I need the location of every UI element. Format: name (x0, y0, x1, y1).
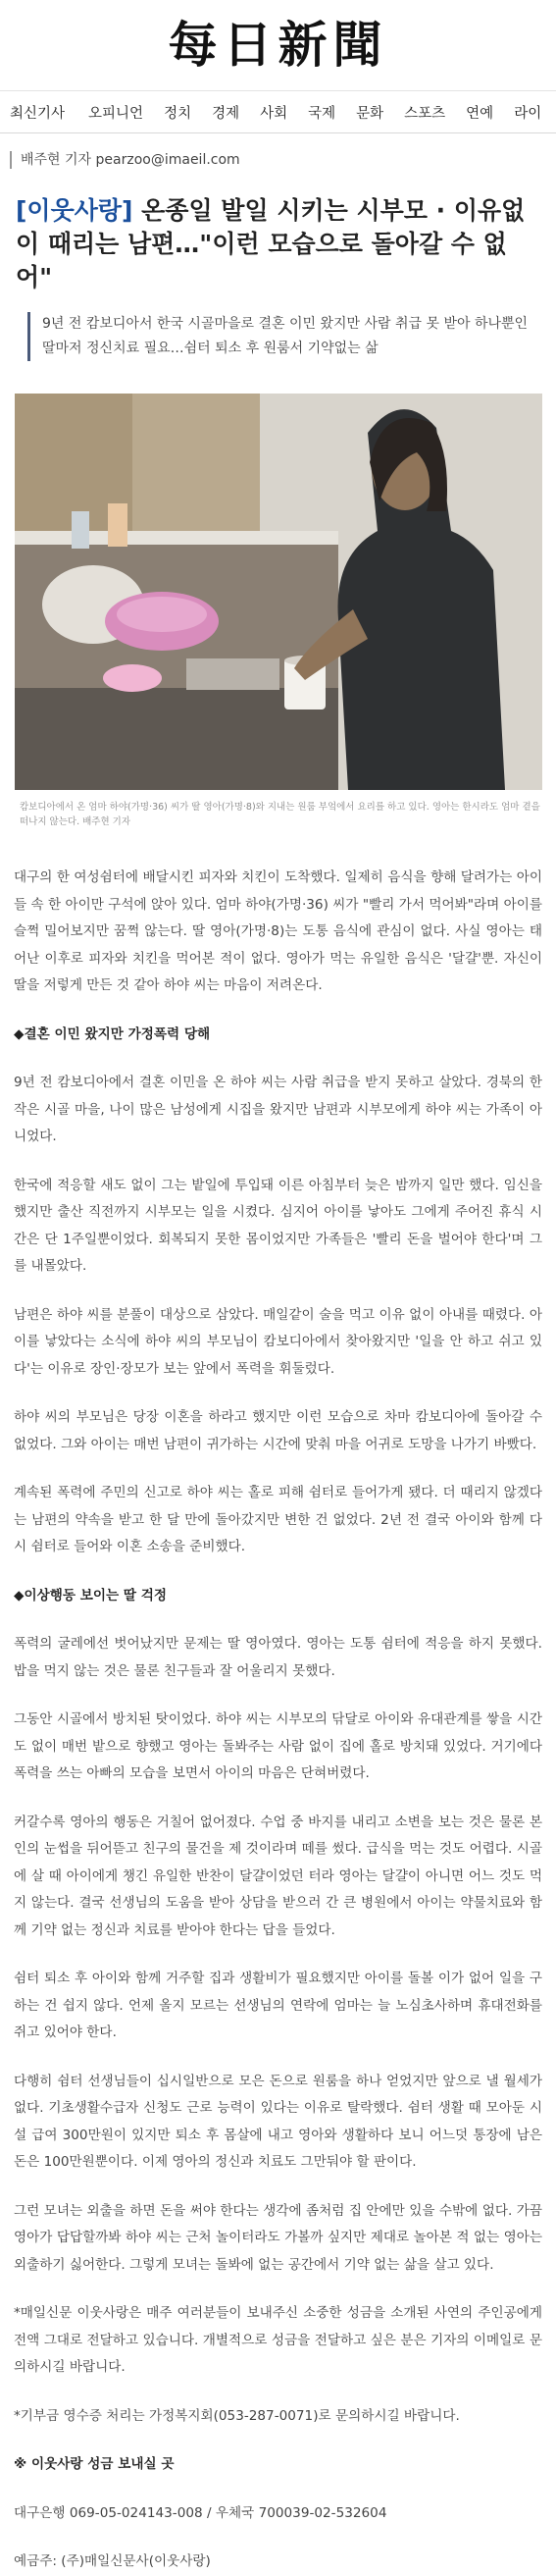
body-paragraph: 하야 씨의 부모님은 당장 이혼을 하라고 했지만 이런 모습으로 차마 캄보디아에 돌아갈 수 없었다. 그와 아이는 매번 남편이 귀가하는 시간에 맞춰 마을 어귀로 도망을 나가기 바빴다. (14, 1409, 542, 1452)
nav-item-latest[interactable]: 최신기사 (10, 105, 66, 122)
article-subhead: 9년 전 캄보디아서 한국 시골마을로 결혼 이민 왔지만 사람 취급 못 받아 하나뿐인 딸마저 정신치료 필요…쉼터 퇴소 후 원룸서 기약없는 삶 (27, 312, 542, 361)
body-paragraph: 대구의 한 여성쉼터에 배달시킨 피자와 치킨이 도착했다. 일제히 음식을 향해 달려가는 아이들 속 한 아이만 구석에 앉아 있다. 엄마 하야(가명·36) 씨가 "빨리 가서 먹어봐"라며 아이를 슬쩍 밀어보지만 꿈쩍 않는다. 딸 영아(가명·8)는 도통 음식에 관심이 없다. 사실 영아는 태어난 이후로 피자와 치킨을 먹어본 적이 없다. 영아가 먹는 유일한 음식은 '달걀'뿐. 자신이 딸을 저렇게 만든 것 같아 하야 씨는 마음이 저려온다. (14, 869, 542, 993)
nav-item-opinion[interactable]: 오피니언 (88, 105, 144, 122)
bank-accounts: 대구은행 069-05-024143-008 / 우체국 700039-02-532604 (14, 2504, 387, 2521)
headline-tag: [이웃사랑] (16, 196, 133, 225)
category-nav (0, 90, 556, 133)
nav-item-culture[interactable]: 문화 (356, 105, 384, 122)
body-paragraph: 쉼터 퇴소 후 아이와 함께 거주할 집과 생활비가 필요했지만 아이를 돌볼 이가 없어 일을 구하는 건 쉽지 않다. 언제 올지 모르는 선생님의 연락에 엄마는 늘 노심초사하며 휴대전화를 쥐고 있어야 한다. (14, 1971, 542, 2040)
newspaper-logo[interactable]: 每日新聞 (168, 16, 388, 74)
nav-item-life[interactable]: 라이 (514, 105, 542, 122)
article-body (14, 865, 542, 2576)
body-paragraph: 그동안 시골에서 방치된 탓이었다. 하야 씨는 시부모의 닦달로 아이와 유대관계를 쌓을 시간도 없이 매번 밭으로 향했고 영아는 돌봐주는 사람 없이 집에 홀로 방치돼 있었다. 거기에다 폭력을 쓰는 아빠의 모습을 보면서 아이의 마음은 단혀버렸다. (14, 1711, 542, 1781)
nav-item-politics[interactable]: 정치 (164, 105, 192, 122)
body-paragraph: 한국에 적응할 새도 없이 그는 밭일에 투입돼 이른 아침부터 늦은 밤까지 일만 했다. 임신을 했지만 출산 직전까지 시부모는 일을 시켰다. 심지어 아이를 낳아도 그에게 주어진 휴식 시간은 단 1주일뿐이었다. 회복되지 못한 몸이었지만 가족들은 '빨리 돈을 벌어야 한다'며 그를 내몰았다. (14, 1177, 542, 1274)
kitchen-photo-illustration (15, 394, 542, 790)
body-paragraph: 계속된 폭력에 주민의 신고로 하야 씨는 홀로 피해 쉼터로 들어가게 됐다. 더 때리지 않겠다는 남편의 약속을 받고 한 달 만에 돌아갔지만 변한 건 없었다. 2년 전 결국 아이와 함께 다시 쉼터로 들어와 이혼 소송을 준비했다. (14, 1485, 542, 1554)
body-paragraph: 폭력의 굴레에선 벗어났지만 문제는 딸 영아였다. 영아는 도통 쉼터에 적응을 하지 못했다. 밥을 먹지 않는 것은 물론 친구들과 잘 어울리지 못했다. (14, 1636, 542, 1679)
section-heading: ◆이상행동 보이는 딸 걱정 (14, 1587, 167, 1603)
donation-notice: *매일신문 이웃사랑은 매주 여러분들이 보내주신 소중한 성금을 소개된 사연의 주인공에게 전액 그대로 전달하고 있습니다. 개별적으로 성금을 전달하고 싶은 분은 기자의 이메일로 문의하시길 바랍니다. (14, 2305, 542, 2375)
nav-item-sports[interactable]: 스포츠 (404, 105, 446, 122)
donation-heading: ※ 이웃사랑 성금 보내실 곳 (14, 2456, 175, 2472)
body-paragraph: 남편은 하야 씨를 분풀이 대상으로 삼았다. 매일같이 술을 먹고 이유 없이 아내를 때렸다. 아이를 낳았다는 소식에 하야 씨의 부모님이 캄보디아에서 찾아왔지만 '일을 안 하고 쉬고 있다'는 이유로 장인·장모가 보는 앞에서 폭력을 휘둘렀다. (14, 1306, 542, 1377)
nav-item-society[interactable]: 사회 (260, 105, 288, 122)
nav-item-entertainment[interactable]: 연예 (466, 105, 494, 122)
nav-item-economy[interactable]: 경제 (212, 105, 240, 122)
body-paragraph: 9년 전 캄보디아에서 결혼 이민을 온 하야 씨는 사람 취급을 받지 못하고 살았다. 경북의 한 작은 시골 마을, 나이 많은 남성에게 시집을 왔지만 남편과 시부모에게 하야 씨는 가족이 아니었다. (14, 1075, 542, 1144)
body-paragraph: 커갈수록 영아의 행동은 거칠어 없어졌다. 수업 중 바지를 내리고 소변을 보는 것은 물론 본인의 눈썹을 뒤어뜯고 친구의 물건을 제 것이라며 떼를 썼다. 급식을 먹는 것도 어렵다. 시골에 살 때 아이에게 챙긴 유일한 반찬이 달걀이었던 터라 영아는 달걀이 아니면 어느 것도 먹지 않는다. 결국 선생님의 도움을 받아 상담을 받으러 간 큰 병원에서 아이는 약물치료와 함께 기약 없는 정신과 치료를 받아야 한다는 답을 들었다. (14, 1814, 542, 1938)
section-heading: ◆결혼 이민 왔지만 가정폭력 당해 (14, 1025, 211, 1042)
body-paragraph: 다행히 쉼터 선생님들이 십시일반으로 모은 돈으로 원룸을 하나 얻었지만 앞으로 낼 월세가 없다. 기초생활수급자 신청도 근로 능력이 있다는 이유로 탈락했다. 쉼터 생활 때 모아둔 시설 급여 300만원이 있지만 퇴소 후 몸살에 내고 영아와 생활하다 보니 어느덧 통장에 남은 돈은 100만원뿐이다. 이제 영아의 정신과 치료도 그만둬야 할 판이다. (14, 2073, 542, 2170)
masthead (0, 0, 556, 90)
photo-caption: 캄보디아에서 온 엄마 하야(가명·36) 씨가 딸 영아(가명·8)와 지내는 원룸 부엌에서 요리를 하고 있다. 영아는 한시라도 엄마 곁을 떠나지 않는다. 배주현 기자 (20, 802, 540, 827)
headline-text: 온종일 발일 시키는 시부모 · 이유없이 때리는 남편…"이런 모습으로 돌아갈 수 없어" (16, 196, 526, 291)
article-headline (16, 194, 542, 294)
nav-item-international[interactable]: 국제 (308, 105, 336, 122)
article-photo (15, 394, 542, 790)
reporter-byline[interactable]: 배주현 기자 pearzoo@imaeil.com (10, 151, 556, 169)
body-paragraph: 그런 모녀는 외출을 하면 돈을 써야 한다는 생각에 좀처럼 집 안에만 있을 수밖에 없다. 가끔 영아가 답답할까봐 하야 씨는 근처 놀이터라도 가볼까 싶지만 제대로 놀아본 적 없는 영아는 외출하기 싫어한다. 그렇게 모녀는 돌봐에 없는 공간에서 기약 없는 삶을 살고 있다. (14, 2202, 542, 2273)
account-holder: 예금주: (주)매일신문사(이웃사랑) (14, 2553, 211, 2569)
receipt-notice: *기부금 영수증 처리는 가정복지회(053-287-0071)로 문의하시길 바랍니다. (14, 2407, 460, 2424)
